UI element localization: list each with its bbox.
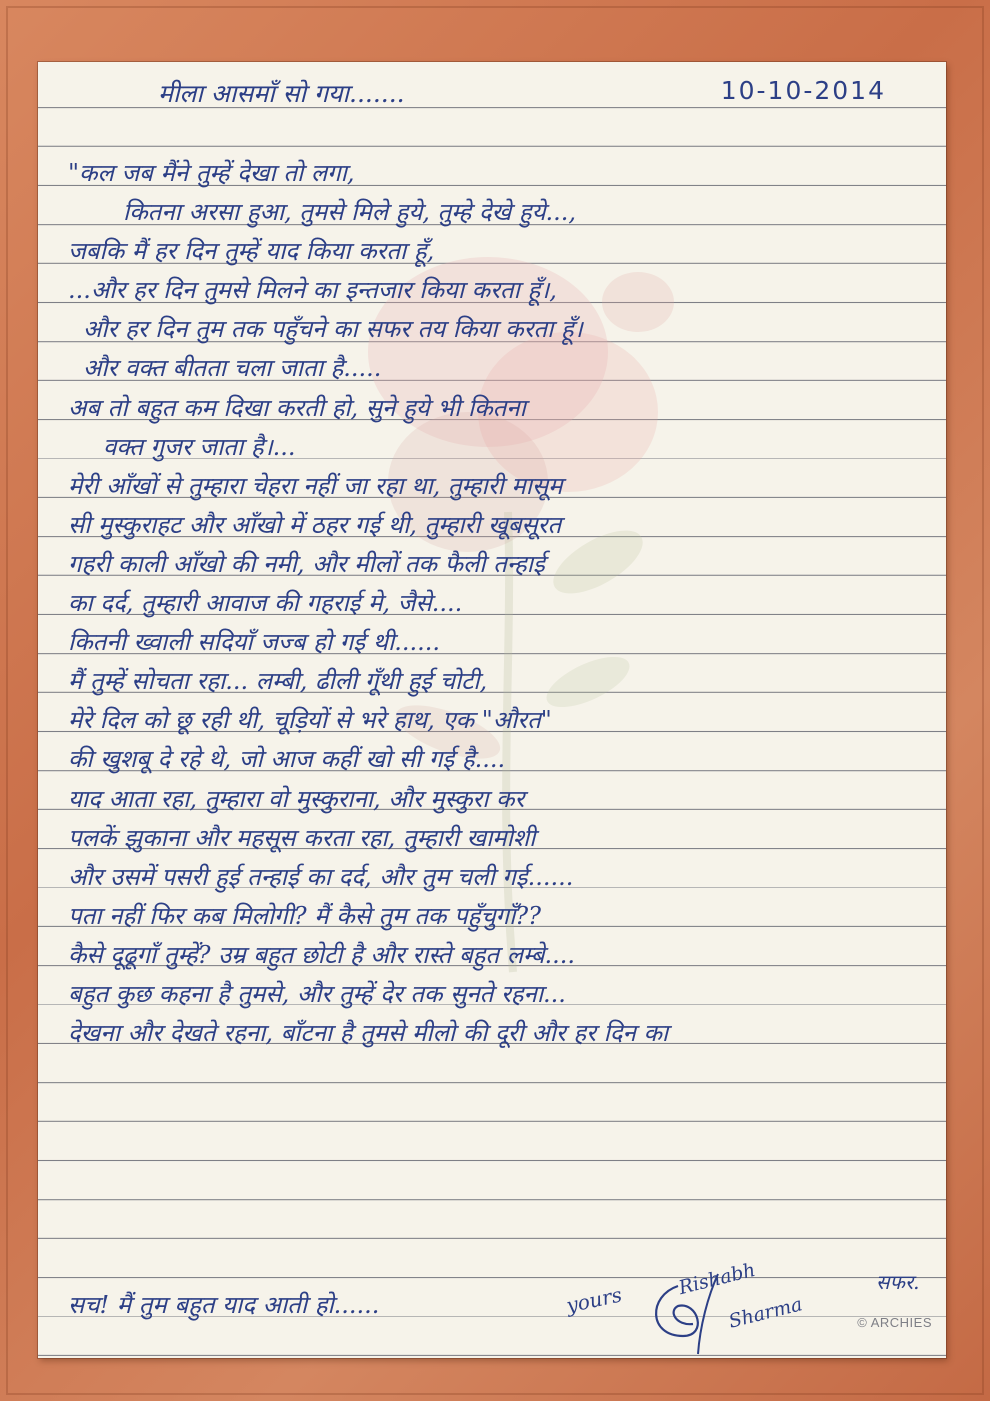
letter-line: कितनी ख्वाली सदियाँ जज्ब हो गई थी......: [68, 628, 440, 657]
letter-line: जबकि मैं हर दिन तुम्हें याद किया करता हूँ,: [68, 237, 435, 266]
letter-line: पलकें झुकाना और महसूस करता रहा, तुम्हारी खामोशी: [68, 823, 536, 852]
letter-line: मेरी आँखों से तुम्हारा चेहरा नहीं जा रहा था, तुम्हारी मासूम: [68, 471, 563, 500]
letter-line: और उसमें पसरी हुई तन्हाई का दर्द, और तुम चली गई......: [68, 862, 574, 891]
closing-row: [68, 1258, 938, 1350]
letter-line: और वक्त बीतता चला जाता है.....: [83, 354, 382, 383]
letter-line: ...और हर दिन तुमसे मिलने का इन्तजार किया करता हूँ।,: [68, 276, 557, 305]
letter-heading: [158, 76, 886, 110]
letter-line: सी मुस्कुराहट और आँखो में ठहर गई थी, तुम्हारी खूबसूरत: [68, 510, 562, 539]
brand-mark: © ARCHIES: [857, 1315, 932, 1330]
letter-line: बहुत कुछ कहना है तुमसे, और तुम्हें देर तक सुनते रहना...: [68, 979, 566, 1008]
letter-sheet: [38, 62, 946, 1358]
line-end-tail: सफर.: [876, 1270, 920, 1294]
letter-line: कैसे दूढूगाँ तुम्हें? उम्र बहुत छोटी है और रास्ते बहुत लम्बे....: [68, 940, 576, 969]
letter-body: [68, 154, 928, 1053]
letter-line: वक्त गुजर जाता है।...: [103, 432, 296, 461]
letter-line: का दर्द, तुम्हारी आवाज की गहराई मे, जैसे....: [68, 589, 463, 618]
letter-line: गहरी काली आँखो की नमी, और मीलों तक फैली तन्हाई: [68, 549, 545, 578]
signature-first-name: Rishabh: [676, 1258, 758, 1300]
closing-line: सच! मैं तुम बहुत याद आती हो......: [68, 1291, 380, 1319]
letter-line: पता नहीं फिर कब मिलोगी? मैं कैसे तुम तक पहुँचुगाँ??: [68, 901, 542, 930]
letter-line: अब तो बहुत कम दिखा करती हो, सुने हुये भी कितना: [68, 393, 526, 422]
letter-line: मेरे दिल को छू रही थी, चूड़ियों से भरे हाथ, एक "औरत": [68, 706, 552, 735]
letter-title: मीला आसमाँ सो गया.......: [158, 79, 405, 108]
letter-line: की खुशबू दे रहे थे, जो आज कहीं खो सी गई है....: [68, 745, 506, 774]
letter-line: कितना अरसा हुआ, तुमसे मिले हुये, तुम्हे देखे हुये...,: [123, 198, 577, 227]
sign-off: yours: [564, 1282, 624, 1318]
letter-line: "कल जब मैंने तुम्हें देखा तो लगा,: [68, 159, 355, 187]
letter-date: 10-10-2014: [720, 76, 886, 105]
letter-line: याद आता रहा, तुम्हारा वो मुस्कुराना, और मुस्कुरा कर: [68, 784, 525, 813]
signature-last-name: Sharma: [726, 1293, 805, 1333]
letter-line: देखना और देखते रहना, बाँटना है तुमसे मीलो की दूरी और हर दिन का: [68, 1019, 669, 1048]
letter-line: और हर दिन तुम तक पहुँचने का सफर तय किया करता हूँ।: [83, 315, 583, 344]
letter-line: मैं तुम्हें सोचता रहा... लम्बी, ढीली गूँथी हुई चोटी,: [68, 667, 488, 696]
